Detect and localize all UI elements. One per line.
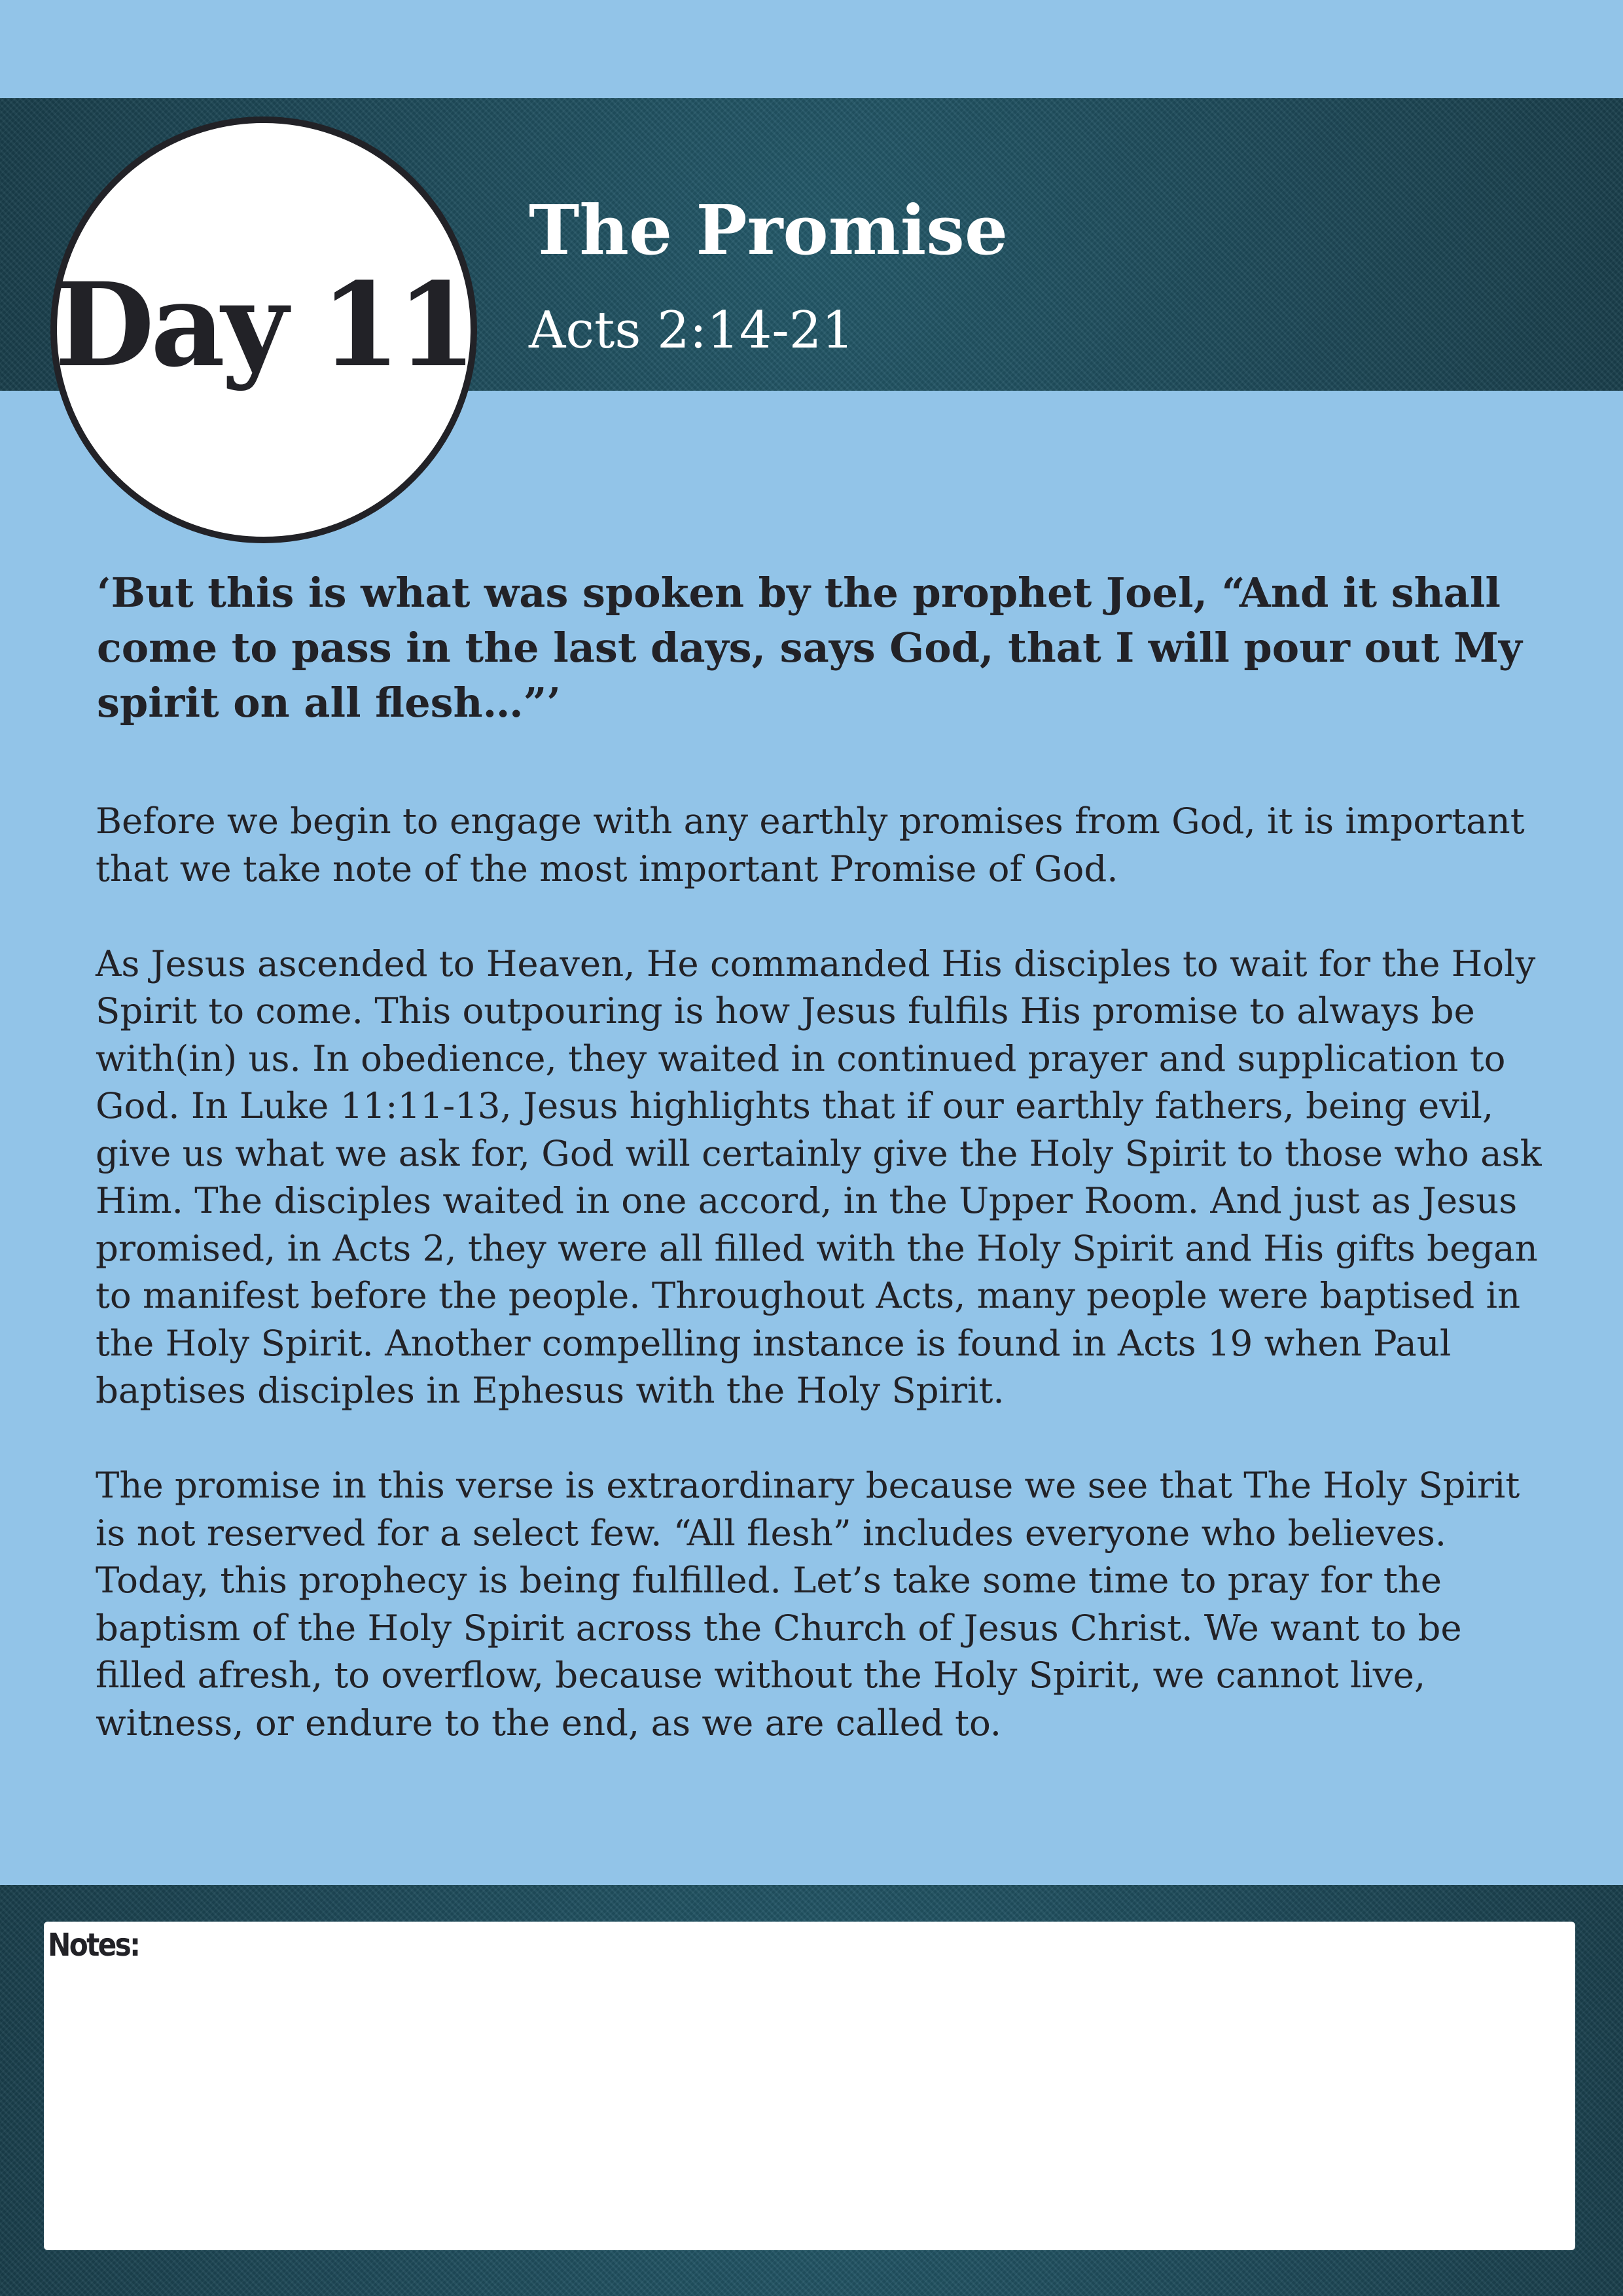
body-paragraph: As Jesus ascended to Heaven, He commanded His disciples to wait for the Holy Spirit to come. This outpouring is how Jesus fulfils His promise to always be with(in) us. In obedience, they waited in continued prayer and supplication to God. In Luke 11:11-13, Jesus highlights that if our earthly fathers, being evil, give us what we ask for, God will certainly give the Holy Spirit to those who ask Him. The disciples waited in one accord, in the Upper Room. And just as Jesus promised, in Acts 2, they were all filled with the Holy Spirit and His gifts began to manifest before the people. Throughout Acts, many people were baptised in the Holy Spirit. Another compelling instance is found in Acts 19 when Paul baptises disciples in Ephesus with the Holy Spirit. xyxy=(96,942,1542,1411)
body-paragraph: The promise in this verse is extraordinary because we see that The Holy Spirit is not reserved for a select few. “All flesh” includes everyone who believes. Today, this prophecy is being fulfilled. Let’s take some time to pray for the baptism of the Holy Spirit across the Church of Jesus Christ. We want to be filled afresh, to overflow, because without the Holy Spirit, we cannot live, witness, or endure to the end, as we are called to. xyxy=(96,1464,1520,1744)
devotional-body xyxy=(96,797,1548,1794)
notes-area[interactable] xyxy=(44,1922,1575,2250)
day-badge xyxy=(50,117,477,543)
page-title: The Promise xyxy=(529,190,1008,270)
day-label: Day 11 xyxy=(54,257,473,393)
body-paragraph: Before we begin to engage with any earthly promises from God, it is important that we take note of the most important Promise of God. xyxy=(96,800,1525,889)
key-verse: ‘But this is what was spoken by the prophet Joel, “And it shall come to pass in the last days, says God, that I will pour out My spirit on all flesh…”’ xyxy=(97,569,1522,726)
scripture-reference: Acts 2:14-21 xyxy=(529,301,854,360)
notes-label: Notes: xyxy=(48,1927,139,1964)
